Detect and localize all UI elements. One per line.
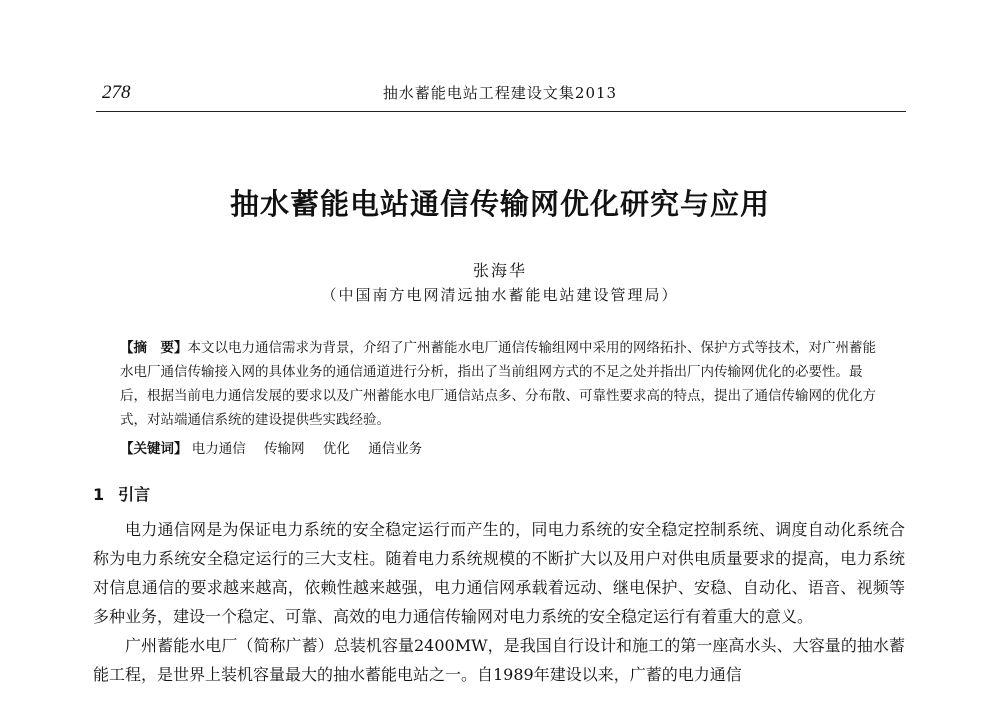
section-number: 1 <box>93 485 105 504</box>
paragraph: 广州蓄能水电厂（简称广蓄）总装机容量2400MW，是我国自行设计和施工的第一座高水头、大容量的抽水蓄能工程，是世界上装机容量最大的抽水蓄能电站之一。自1989年建设以来，广蓄的电力通信 <box>93 636 905 684</box>
paper-title: 抽水蓄能电站通信传输网优化研究与应用 <box>229 187 770 221</box>
keyword: 电力通信 <box>191 441 246 457</box>
section-body <box>93 515 905 689</box>
keyword: 传输网 <box>264 441 305 457</box>
abstract-text: 本文以电力通信需求为背景，介绍了广州蓄能水电厂通信传输组网中采用的网络拓扑、保护方式等技术，对广州蓄能水电厂通信传输接入网的具体业务的通信通道进行分析，指出了当前组网方式的不足之处并指出厂内传输网优化的必要性。最后，根据当前电力通信发展的要求以及广州蓄能水电厂通信站点多、分布散、可靠性要求高的特点，提出了通信传输网的优化方式，对站端通信系统的建设提供些实践经验。 <box>120 340 876 428</box>
section-title: 引言 <box>118 485 151 504</box>
paragraph: 电力通信网是为保证电力系统的安全稳定运行而产生的，同电力系统的安全稳定控制系统、调度自动化系统合称为电力系统安全稳定运行的三大支柱。随着电力系统规模的不断扩大以及用户对供电质量要求的提高，电力系统对信息通信的要求越来越高，依赖性越来越强，电力通信网承载着远动、继电保护、安稳、自动化、语音、视频等多种业务，建设一个稳定、可靠、高效的电力通信传输网对电力系统的安全稳定运行有着重大的意义。 <box>93 520 905 626</box>
author-name: 张海华 <box>472 261 527 280</box>
keyword: 优化 <box>322 441 350 457</box>
abstract <box>120 336 880 432</box>
keywords-label: 【关键词】 <box>120 441 188 457</box>
section-heading <box>93 482 150 505</box>
keyword: 通信业务 <box>368 441 423 457</box>
abstract-label: 【摘 要】 <box>120 340 188 356</box>
keywords <box>120 437 880 461</box>
author-affiliation: （中国南方电网清远抽水蓄能电站建设管理局） <box>321 286 679 304</box>
header-rule <box>96 111 906 112</box>
page-number: 278 <box>102 82 131 103</box>
running-header: 抽水蓄能电站工程建设文集2013 <box>382 84 618 102</box>
